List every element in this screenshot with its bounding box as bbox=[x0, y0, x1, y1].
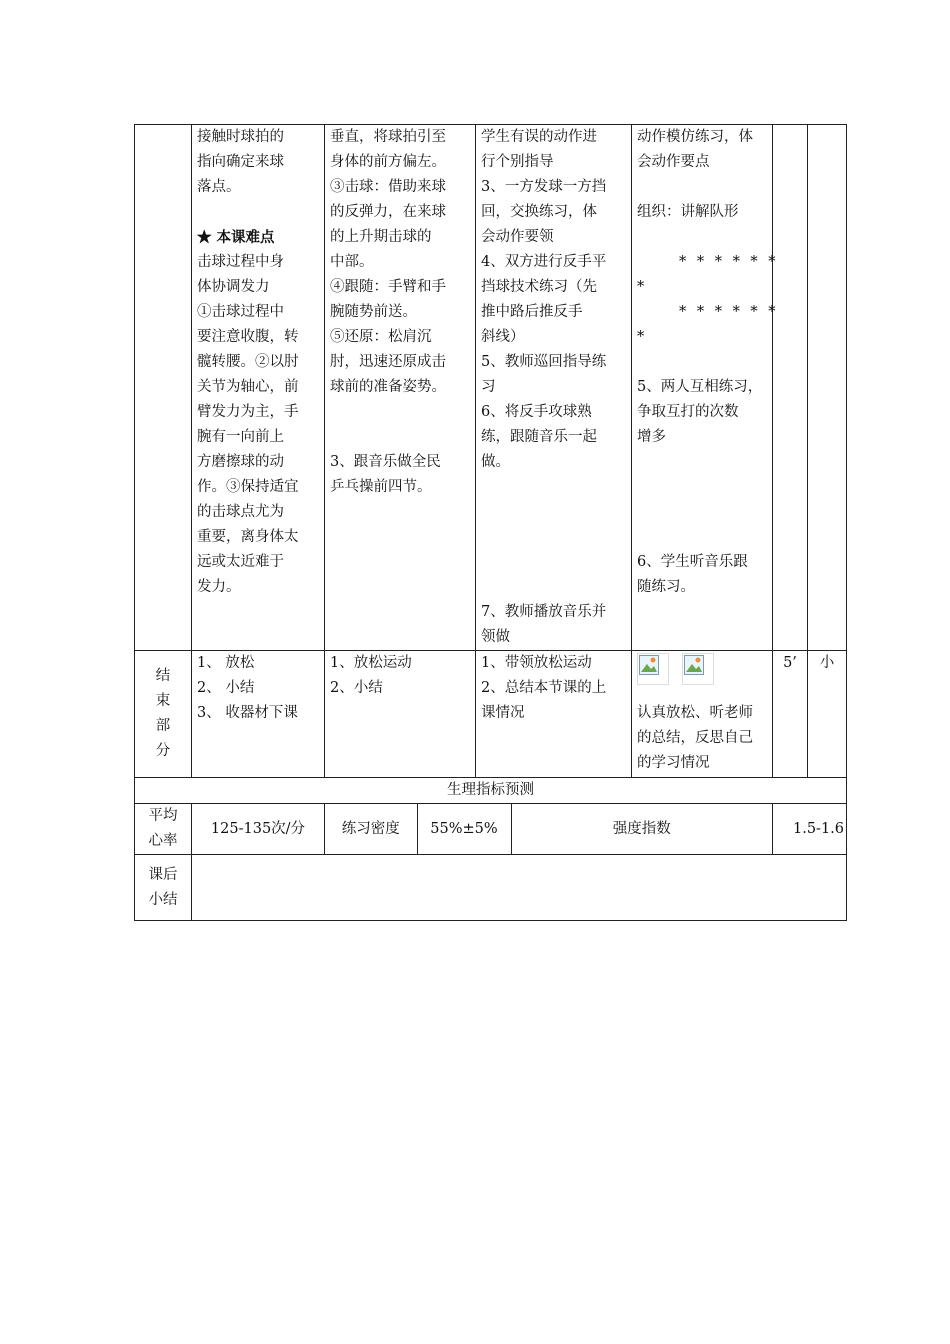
section-label-char: 部 bbox=[155, 718, 171, 734]
method-line bbox=[330, 400, 470, 425]
broken-image-icon bbox=[637, 653, 669, 685]
ending-method-line: 1、放松运动 bbox=[330, 655, 412, 671]
method-line: ③击球：借助来球 bbox=[330, 179, 446, 195]
ending-student-lines bbox=[637, 701, 767, 776]
ending-teacher-line: 1、带领放松运动 bbox=[481, 655, 592, 671]
content-line: 腕有一向前上 bbox=[197, 429, 284, 445]
formation-row-2: * * * * * * bbox=[679, 304, 779, 320]
content-line: 臂发力为主，手 bbox=[197, 404, 299, 420]
method-line: 的反弹力，在来球 bbox=[330, 204, 446, 220]
content-line: 方磨擦球的动 bbox=[197, 454, 284, 470]
teacher-line bbox=[481, 475, 626, 500]
intensity-cell-empty bbox=[808, 125, 847, 651]
student-lines-bottom bbox=[637, 350, 767, 600]
student-line: 增多 bbox=[637, 429, 666, 445]
physiology-header: 生理指标预测 bbox=[135, 778, 847, 804]
content-line: 发力。 bbox=[197, 579, 241, 595]
density-label: 练习密度 bbox=[325, 804, 417, 854]
ending-student-line: 的学习情况 bbox=[637, 755, 710, 771]
teacher-line: 斜线） bbox=[481, 329, 525, 345]
content-line: 远或太近难于 bbox=[197, 554, 284, 570]
density-value: 55%±5% bbox=[417, 804, 511, 854]
time-cell-empty bbox=[773, 125, 808, 651]
teacher-line bbox=[481, 550, 626, 575]
ending-intensity-cell: 小 bbox=[808, 651, 847, 778]
content-line: 接触时球拍的 bbox=[197, 129, 284, 145]
teacher-line: 习 bbox=[481, 379, 496, 395]
method-line: 的上升期击球的 bbox=[330, 229, 432, 245]
teacher-line: 行个别指导 bbox=[481, 154, 554, 170]
content-line: 重要，离身体太 bbox=[197, 529, 299, 545]
intensity-value: 1.5-1.6 bbox=[773, 804, 847, 855]
teacher-line: 领做 bbox=[481, 629, 510, 645]
teacher-line bbox=[481, 525, 626, 550]
ending-student-line: 认真放松、听老师 bbox=[637, 705, 753, 721]
summary-label-line: 小结 bbox=[148, 891, 178, 908]
heart-rate-label-lines bbox=[140, 804, 186, 854]
ending-content-line: 2、 小结 bbox=[197, 680, 255, 696]
teacher-line bbox=[481, 500, 626, 525]
formation-diagram bbox=[637, 250, 779, 350]
student-lines-top bbox=[637, 125, 767, 250]
summary-row bbox=[135, 855, 847, 921]
content-lines bbox=[197, 125, 319, 600]
density-subtable bbox=[325, 804, 772, 854]
teacher-line: 做。 bbox=[481, 454, 510, 470]
student-line: 会动作要点 bbox=[637, 154, 710, 170]
student-line: 随练习。 bbox=[637, 579, 695, 595]
teacher-line: 练，跟随音乐一起 bbox=[481, 429, 597, 445]
formation-row-1-tail: * bbox=[637, 279, 645, 295]
ending-teacher-line: 课情况 bbox=[481, 705, 525, 721]
summary-label bbox=[135, 855, 192, 921]
formation-row-1: * * * * * * bbox=[679, 254, 779, 270]
student-line bbox=[637, 175, 767, 200]
ending-method-line: 2、小结 bbox=[330, 680, 383, 696]
teacher-line: 推中路后推反手 bbox=[481, 304, 583, 320]
content-line: ①击球过程中 bbox=[197, 304, 284, 320]
teacher-cell bbox=[476, 125, 632, 651]
content-line: 击球过程中身 bbox=[197, 254, 284, 270]
teacher-line: 学生有误的动作进 bbox=[481, 129, 597, 145]
summary-value bbox=[192, 855, 847, 921]
broken-image-icon bbox=[682, 653, 714, 685]
content-line: 落点。 bbox=[197, 179, 241, 195]
ending-teacher-cell bbox=[476, 651, 632, 778]
student-line: 6、学生听音乐跟 bbox=[637, 554, 748, 570]
content-line: 指向确定来球 bbox=[197, 154, 284, 170]
ending-time-cell: 5’ bbox=[773, 651, 808, 778]
ending-content-line: 1、 放松 bbox=[197, 655, 255, 671]
teacher-line: 3、一方发球一方挡 bbox=[481, 179, 607, 195]
physiology-header-row bbox=[135, 778, 847, 804]
heart-rate-value: 125-135次/分 bbox=[192, 804, 325, 855]
ending-content-lines bbox=[197, 651, 319, 726]
student-line: 组织：讲解队形 bbox=[637, 204, 739, 220]
student-line bbox=[637, 475, 767, 500]
teacher-line: 会动作要领 bbox=[481, 229, 554, 245]
teacher-line: 挡球技术练习（先 bbox=[481, 279, 597, 295]
content-line: 要注意收腹，转 bbox=[197, 329, 299, 345]
content-line: 的击球点尤为 bbox=[197, 504, 284, 520]
ending-teacher-line: 2、总结本节课的上 bbox=[481, 680, 607, 696]
method-line: 中部。 bbox=[330, 254, 374, 270]
student-line: 动作模仿练习，体 bbox=[637, 129, 753, 145]
teacher-line bbox=[481, 575, 626, 600]
ending-method-lines bbox=[330, 651, 470, 701]
method-cell bbox=[325, 125, 476, 651]
method-line: 肘，迅速还原成击 bbox=[330, 354, 446, 370]
content-line: 体协调发力 bbox=[197, 279, 270, 295]
student-line bbox=[637, 525, 767, 550]
physiology-values-row bbox=[135, 804, 847, 855]
student-cell bbox=[632, 125, 779, 651]
content-line bbox=[197, 200, 319, 225]
ending-image-placeholders bbox=[637, 651, 767, 701]
method-line: ④跟随：手臂和手 bbox=[330, 279, 446, 295]
teacher-lines bbox=[481, 125, 626, 650]
formation-row-2-tail: * bbox=[637, 329, 645, 345]
section-label-char: 束 bbox=[155, 693, 171, 709]
continuation-row bbox=[135, 125, 847, 651]
ending-student-cell bbox=[632, 651, 773, 778]
student-line bbox=[637, 350, 767, 375]
method-line: 球前的准备姿势。 bbox=[330, 379, 446, 395]
ending-content-line: 3、 收器材下课 bbox=[197, 705, 298, 721]
heart-rate-label bbox=[135, 804, 192, 855]
student-line: 5、两人互相练习， bbox=[637, 379, 763, 395]
method-lines bbox=[330, 125, 470, 500]
teacher-line: 5、教师巡回指导练 bbox=[481, 354, 607, 370]
content-cell bbox=[192, 125, 325, 651]
ending-method-cell bbox=[325, 651, 476, 778]
method-line: 腕随势前送。 bbox=[330, 304, 417, 320]
student-line bbox=[637, 225, 767, 250]
content-line: 作。③保持适宜 bbox=[197, 479, 299, 495]
ending-student-line: 的总结，反思自己 bbox=[637, 730, 753, 746]
summary-label-lines bbox=[140, 863, 186, 913]
content-line: 髋转腰。②以肘 bbox=[197, 354, 299, 370]
summary-label-line: 课后 bbox=[148, 866, 178, 883]
intensity-label: 强度指数 bbox=[511, 804, 772, 854]
density-intensity-group bbox=[325, 804, 773, 855]
teacher-line: 4、双方进行反手平 bbox=[481, 254, 607, 270]
teacher-line: 回，交换练习，体 bbox=[481, 204, 597, 220]
ending-content-cell bbox=[192, 651, 325, 778]
teacher-line: 7、教师播放音乐并 bbox=[481, 604, 607, 620]
method-line: 乒乓操前四节。 bbox=[330, 479, 432, 495]
lesson-plan-table bbox=[134, 124, 847, 921]
teacher-line: 6、将反手攻球熟 bbox=[481, 404, 592, 420]
heart-rate-label-line: 心率 bbox=[148, 833, 178, 849]
ending-row bbox=[135, 651, 847, 778]
student-line bbox=[637, 500, 767, 525]
student-line: 争取互打的次数 bbox=[637, 404, 739, 420]
method-line: 3、跟音乐做全民 bbox=[330, 454, 441, 470]
content-line: 关节为轴心，前 bbox=[197, 379, 299, 395]
section-label-cell-empty bbox=[135, 125, 192, 651]
method-line: ⑤还原：松肩沉 bbox=[330, 329, 432, 345]
content-line: ★ 本课难点 bbox=[197, 229, 275, 246]
ending-section-label-lines bbox=[140, 664, 186, 764]
ending-section-label bbox=[135, 651, 192, 778]
heart-rate-label-line: 平均 bbox=[148, 808, 178, 824]
student-line bbox=[637, 450, 767, 475]
section-label-char: 结 bbox=[155, 668, 171, 684]
method-line bbox=[330, 425, 470, 450]
section-label-char: 分 bbox=[155, 743, 171, 759]
method-line: 垂直，将球拍引至 bbox=[330, 129, 446, 145]
method-line: 身体的前方偏左。 bbox=[330, 154, 446, 170]
ending-teacher-lines bbox=[481, 651, 626, 726]
